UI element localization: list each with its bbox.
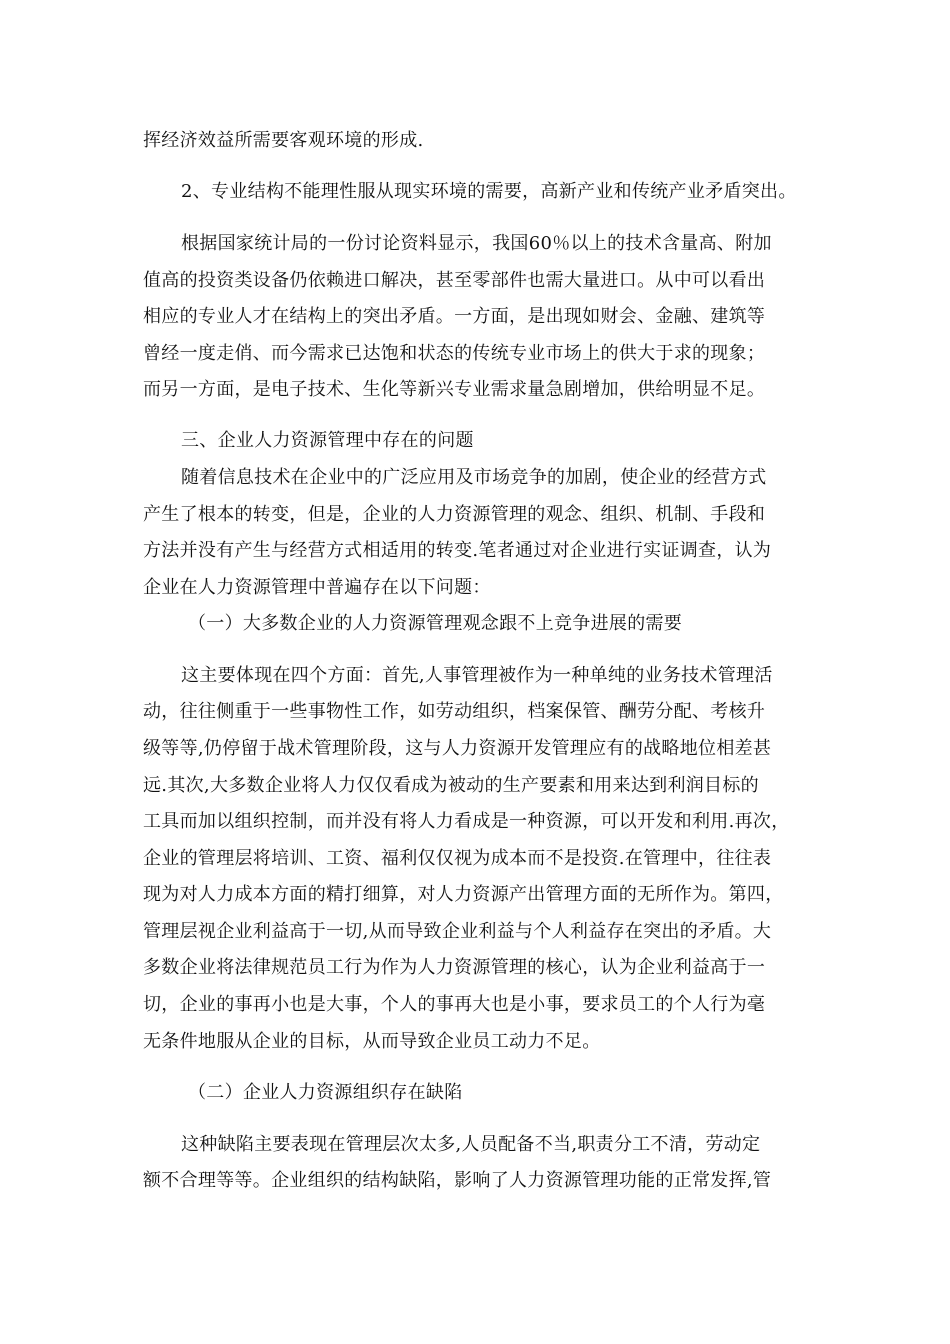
body-text-line: 产生了根本的转变，但是，企业的人力资源管理的观念、组织、机制、手段和 [143, 504, 766, 525]
body-text-line: 现为对人力成本方面的精打细算，对人力资源产出管理方面的无所作为。第四， [143, 884, 784, 905]
body-text-line: 挥经济效益所需要客观环境的形成. [143, 130, 424, 151]
subsection-heading: （二）企业人力资源组织存在缺陷 [188, 1082, 463, 1103]
body-text-line: 动，往往侧重于一些事物性工作，如劳动组织，档案保管、酬劳分配、考核升 [143, 701, 766, 722]
body-text-line: 这种缺陷主要表现在管理层次太多,人员配备不当,职责分工不清，劳动定 [181, 1134, 761, 1155]
body-text-line: 值高的投资类设备仍依赖进口解决，甚至零部件也需大量进口。从中可以看出 [143, 270, 766, 291]
body-text-line: 相应的专业人才在结构上的突出矛盾。一方面，是出现如财会、金融、建筑等 [143, 306, 766, 327]
body-text-line: 企业的管理层将培训、工资、福利仅仅视为成本而不是投资.在管理中，往往表 [143, 848, 772, 869]
body-text-line: 切，企业的事再小也是大事，个人的事再大也是小事，要求员工的个人行为毫 [143, 994, 766, 1015]
body-text-line: 而另一方面，是电子技术、生化等新兴专业需求量急剧增加，供给明显不足。 [143, 379, 766, 400]
body-text-line: 这主要体现在四个方面：首先,人事管理被作为一种单纯的业务技术管理活 [181, 665, 773, 686]
body-text-line: 随着信息技术在企业中的广泛应用及市场竞争的加剧，使企业的经营方式 [181, 467, 767, 488]
section-heading: 三、企业人力资源管理中存在的问题 [181, 430, 474, 451]
body-text-line: 根据国家统计局的一份讨论资料显示，我国60％以上的技术含量高、附加 [181, 233, 772, 254]
body-text-line: 多数企业将法律规范员工行为作为人力资源管理的核心，认为企业利益高于一 [143, 957, 766, 978]
body-text-line: 级等等,仍停留于战术管理阶段，这与人力资源开发管理应有的战略地位相差甚 [143, 738, 772, 759]
body-text-line: 管理层视企业利益高于一切,从而导致企业利益与个人利益存在突出的矛盾。大 [143, 921, 772, 942]
body-text-line: 方法并没有产生与经营方式相适用的转变.笔者通过对企业进行实证调查，认为 [143, 540, 772, 561]
subsection-heading: （一）大多数企业的人力资源管理观念跟不上竞争进展的需要 [188, 613, 683, 634]
body-text-line: 企业在人力资源管理中普遍存在以下问题： [143, 577, 491, 598]
list-item-heading: 2、专业结构不能理性服从现实环境的需要，高新产业和传统产业矛盾突出。 [181, 181, 797, 202]
body-text-line: 曾经一度走俏、而今需求已达饱和状态的传统专业市场上的供大于求的现象； [143, 343, 766, 364]
body-text-line: 额不合理等等。企业组织的结构缺陷，影响了人力资源管理功能的正常发挥,管 [143, 1170, 772, 1191]
body-text-line: 远.其次,大多数企业将人力仅仅看成为被动的生产要素和用来达到利润目标的 [143, 775, 759, 796]
body-text-line: 无条件地服从企业的目标，从而导致企业员工动力不足。 [143, 1031, 601, 1052]
body-text-line: 工具而加以组织控制，而并没有将人力看成是一种资源，可以开发和利用.再次， [143, 811, 790, 832]
